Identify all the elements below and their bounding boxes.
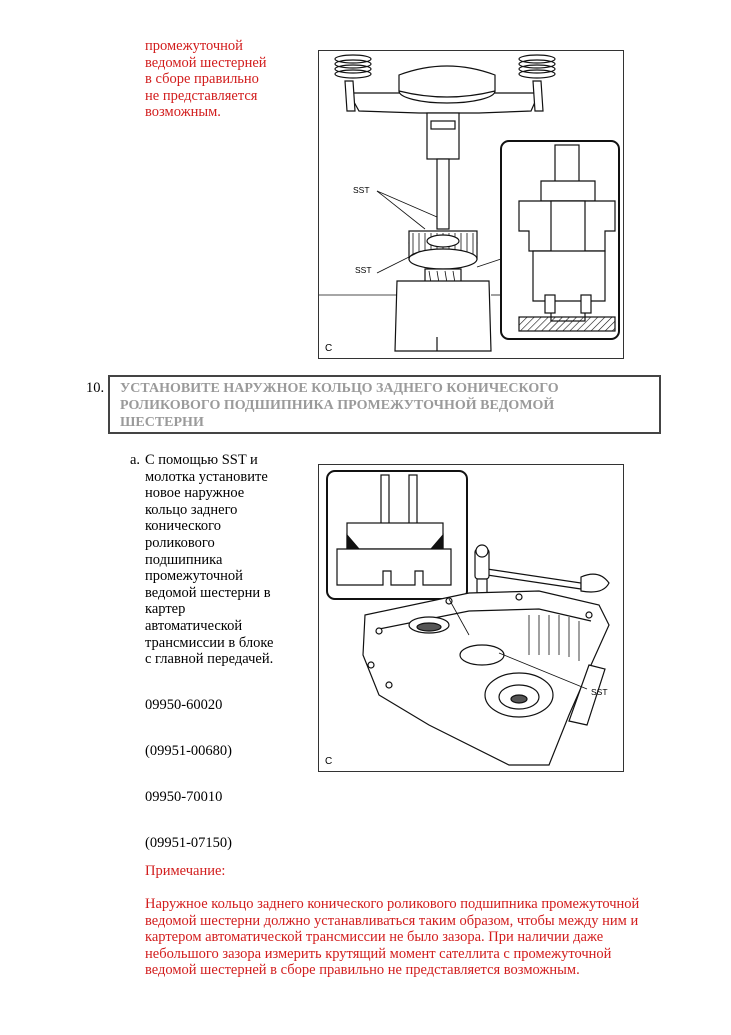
- note-body: Наружное кольцо заднего конического роликового подшипника промежуточной ведомой шестерни должно устанавливаться таким образом, чтобы между ним и картером автоматической трансмиссии не было зазора. При наличии даже небольшого зазора измерить крутящий момент сателлита с промежуточной ведомой шестерней в сборе правильно не представляется возможным.: [145, 896, 640, 979]
- hammer: [475, 545, 609, 592]
- step-number: 10.: [86, 380, 105, 396]
- step-header-box: [108, 375, 661, 434]
- substep-letter: a.: [130, 452, 141, 468]
- figure-install-bearing-race: [318, 464, 624, 772]
- detail-inset: [501, 141, 619, 339]
- sst-label-upper: SST: [353, 185, 370, 195]
- top-note-fragment: промежуточной ведомой шестерней в сборе правильно не представляется возможным.: [145, 38, 267, 121]
- step-title: УСТАНОВИТЕ НАРУЖНОЕ КОЛЬЦО ЗАДНЕГО КОНИЧЕСКОГО РОЛИКОВОГО ПОДШИПНИКА ПРОМЕЖУТОЧНОЙ ВЕДОМОЙ ШЕСТЕРНИ: [120, 381, 559, 430]
- housing-illustration: [319, 465, 623, 771]
- spring-left: [335, 55, 371, 78]
- part-number: 09950-70010: [145, 789, 223, 805]
- figure-corner-label: C: [325, 756, 333, 767]
- detail-inset: [327, 471, 467, 599]
- part-number: 09950-60020: [145, 697, 223, 713]
- press-illustration: [319, 51, 623, 358]
- sst-label: SST: [591, 687, 608, 697]
- sst-label-lower: SST: [355, 265, 372, 275]
- note-heading: Примечание:: [145, 863, 226, 879]
- part-number: (09951-07150): [145, 835, 232, 851]
- part-number: (09951-00680): [145, 743, 232, 759]
- figure-corner-label: C: [325, 343, 333, 354]
- transmission-housing: [363, 591, 609, 765]
- figure-sst-press: [318, 50, 624, 359]
- substep-instruction: С помощью SST и молотка установите новое наружное кольцо заднего конического роликового подшипника промежуточной ведомой шестерни в картер автоматической трансмиссии в блоке с главной передачей.: [145, 452, 274, 668]
- spring-right: [519, 55, 555, 78]
